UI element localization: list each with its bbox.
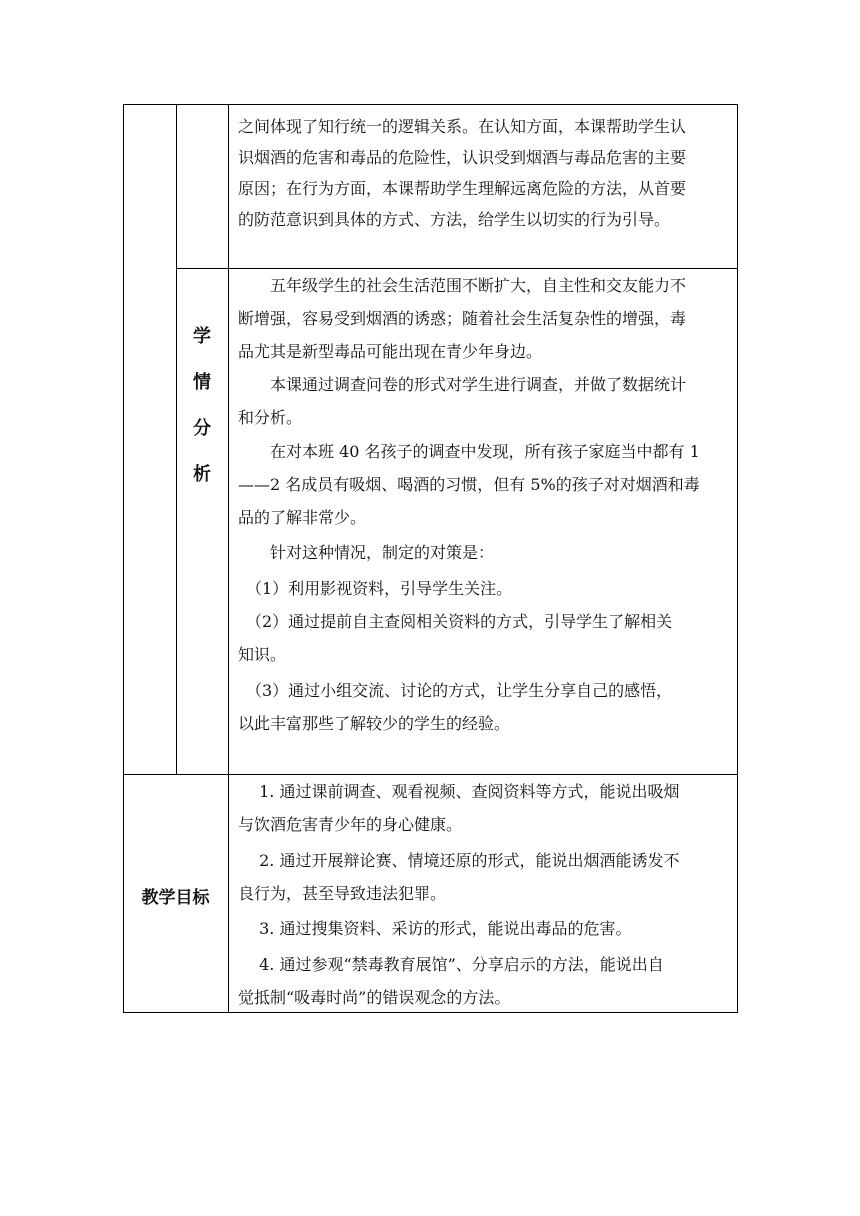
paragraph-line: 五年级学生的社会生活范围不断扩大，自主性和交友能力不 (238, 276, 687, 295)
teaching-goals-label: 教学目标 (141, 888, 210, 908)
paragraph-line: 的防范意识到具体的方式、方法，给学生以切实的行为引导。 (238, 210, 671, 229)
goal-line: 觉抵制“吸毒时尚”的错误观念的方法。 (238, 988, 511, 1007)
label-char: 析 (193, 464, 211, 485)
goal-line: 1. 通过课前调查、观看视频、查阅资料等方式，能说出吸烟 (238, 782, 680, 801)
paragraph-line: 之间体现了知行统一的逻辑关系。在认知方面，本课帮助学生认 (238, 117, 687, 136)
label-char: 情 (193, 372, 211, 393)
paragraph-line: （1）利用影视资料，引导学生关注。 (238, 579, 513, 598)
paragraph-line: 在对本班 40 名孩子的调查中发现，所有孩子家庭当中都有 1 (238, 442, 700, 461)
paragraph-line: ——2 名成员有吸烟、喝酒的习惯，但有 5%的孩子对对烟酒和毒 (238, 475, 700, 494)
paragraph-line: 针对这种情况，制定的对策是： (238, 543, 495, 562)
row-divider-2 (123, 774, 738, 775)
paragraph-line: 知识。 (238, 645, 287, 664)
paragraph-line: （3）通过小组交流、讨论的方式，让学生分享自己的感悟， (238, 681, 673, 700)
paragraph-line: 断增强，容易受到烟酒的诱惑；随着社会生活复杂性的增强，毒 (238, 309, 687, 328)
paragraph-line: 以此丰富那些了解较少的学生的经验。 (238, 714, 511, 733)
paragraph-line: 品尤其是新型毒品可能出现在青少年身边。 (238, 342, 543, 361)
paragraph-line: 原因；在行为方面，本课帮助学生理解远离危险的方法，从首要 (238, 179, 687, 198)
paragraph-line: 和分析。 (238, 408, 303, 427)
goal-line: 2. 通过开展辩论赛、情境还原的形式，能说出烟酒能诱发不 (238, 851, 680, 870)
paragraph-line: 识烟酒的危害和毒品的危险性，认识受到烟酒与毒品危害的主要 (238, 148, 687, 167)
paragraph-line: （2）通过提前自主查阅相关资料的方式，引导学生了解相关 (238, 612, 673, 631)
label-char: 学 (193, 326, 211, 347)
table-left-border (123, 104, 124, 1013)
label-char: 分 (193, 418, 211, 439)
goal-line: 良行为，甚至导致违法犯罪。 (238, 884, 447, 903)
table-right-border (737, 104, 738, 1013)
goal-line: 3. 通过搜集资料、采访的形式，能说出毒品的危害。 (238, 919, 632, 938)
goal-line: 4. 通过参观“禁毒教育展馆”、分享启示的方法，能说出自 (238, 955, 664, 974)
paragraph-line: 本课通过调查问卷的形式对学生进行调查，并做了数据统计 (238, 375, 687, 394)
column-divider-content (228, 104, 229, 1013)
table-top-border (123, 104, 738, 105)
row-divider-1 (176, 268, 738, 269)
goal-line: 与饮酒危害青少年的身心健康。 (238, 815, 463, 834)
paragraph-line: 品的了解非常少。 (238, 508, 367, 527)
